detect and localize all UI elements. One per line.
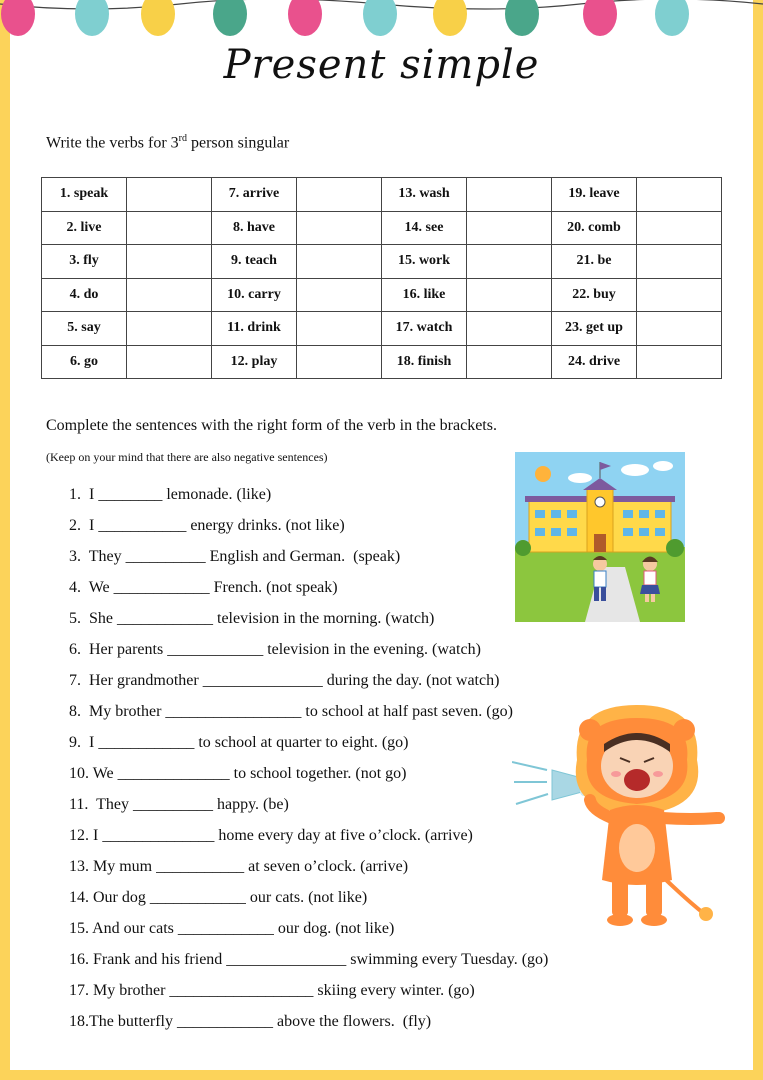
verb-cell: 16. like	[382, 278, 467, 312]
verb-cell: 21. be	[552, 245, 637, 279]
page-title: Present simple	[223, 42, 540, 88]
answer-cell[interactable]	[637, 211, 722, 245]
light-bulb	[141, 0, 175, 36]
verb-cell: 11. drink	[212, 312, 297, 346]
instruction-sentences: Complete the sentences with the right form of the verb in the brackets.	[46, 417, 497, 434]
light-bulb	[505, 0, 539, 36]
verb-cell: 13. wash	[382, 178, 467, 212]
verb-cell: 22. buy	[552, 278, 637, 312]
answer-cell[interactable]	[127, 278, 212, 312]
verb-table-row	[42, 312, 722, 346]
light-bulb	[583, 0, 617, 36]
verb-cell: 4. do	[42, 278, 127, 312]
answer-cell[interactable]	[127, 211, 212, 245]
verb-cell: 5. say	[42, 312, 127, 346]
verb-cell: 8. have	[212, 211, 297, 245]
verb-table-row	[42, 245, 722, 279]
sentence-item: 10. We ______________ to school together. (not go)	[69, 765, 407, 782]
verb-table-row	[42, 178, 722, 212]
verb-table	[41, 177, 722, 379]
verb-cell: 20. comb	[552, 211, 637, 245]
answer-cell[interactable]	[467, 245, 552, 279]
lion-costume-child-illustration	[512, 700, 727, 930]
sentence-item: 1. I ________ lemonade. (like)	[69, 486, 272, 503]
answer-cell[interactable]	[467, 178, 552, 212]
sentence-item: 12. I ______________ home every day at five o’clock. (arrive)	[69, 827, 473, 844]
answer-cell[interactable]	[127, 312, 212, 346]
sentence-item: 14. Our dog ____________ our cats. (not like)	[69, 889, 368, 906]
answer-cell[interactable]	[297, 345, 382, 379]
answer-cell[interactable]	[297, 312, 382, 346]
answer-cell[interactable]	[637, 278, 722, 312]
answer-cell[interactable]	[467, 312, 552, 346]
sentence-item: 3. They __________ English and German. (speak)	[69, 548, 401, 565]
sentence-item: 6. Her parents ____________ television in the evening. (watch)	[69, 641, 481, 658]
answer-cell[interactable]	[467, 345, 552, 379]
verb-cell: 14. see	[382, 211, 467, 245]
light-bulb	[75, 0, 109, 36]
answer-cell[interactable]	[467, 211, 552, 245]
verb-cell: 15. work	[382, 245, 467, 279]
verb-cell: 1. speak	[42, 178, 127, 212]
answer-cell[interactable]	[127, 178, 212, 212]
answer-cell[interactable]	[297, 245, 382, 279]
note-negative-sentences: (Keep on your mind that there are also negative sentences)	[46, 450, 328, 464]
verb-cell: 3. fly	[42, 245, 127, 279]
verb-table-row	[42, 278, 722, 312]
answer-cell[interactable]	[637, 178, 722, 212]
light-bulb	[655, 0, 689, 36]
verb-cell: 9. teach	[212, 245, 297, 279]
verb-cell: 17. watch	[382, 312, 467, 346]
light-bulb	[433, 0, 467, 36]
answer-cell[interactable]	[637, 245, 722, 279]
verb-cell: 6. go	[42, 345, 127, 379]
answer-cell[interactable]	[637, 345, 722, 379]
answer-cell[interactable]	[297, 278, 382, 312]
verb-table-row	[42, 345, 722, 379]
sentence-list	[69, 484, 548, 1042]
sentence-item: 9. I ____________ to school at quarter to eight. (go)	[69, 734, 409, 751]
sentence-item: 18.The butterfly ____________ above the flowers. (fly)	[69, 1013, 432, 1030]
verb-cell: 12. play	[212, 345, 297, 379]
sentence-item: 17. My brother __________________ skiing every winter. (go)	[69, 982, 475, 999]
answer-cell[interactable]	[467, 278, 552, 312]
sentence-item: 11. They __________ happy. (be)	[69, 796, 289, 813]
answer-cell[interactable]	[127, 245, 212, 279]
school-illustration	[515, 452, 685, 622]
verb-cell: 18. finish	[382, 345, 467, 379]
sentence-item: 13. My mum ___________ at seven o’clock. (arrive)	[69, 858, 409, 875]
light-bulb	[1, 0, 35, 36]
sentence-item: 7. Her grandmother _______________ during the day. (not watch)	[69, 672, 500, 689]
answer-cell[interactable]	[297, 211, 382, 245]
verb-cell: 7. arrive	[212, 178, 297, 212]
sentence-item: 8. My brother _________________ to school at half past seven. (go)	[69, 703, 513, 720]
sentence-item: 2. I ___________ energy drinks. (not like)	[69, 517, 345, 534]
verb-cell: 10. carry	[212, 278, 297, 312]
verb-cell: 24. drive	[552, 345, 637, 379]
verb-table-row	[42, 211, 722, 245]
instruction-verbs: Write the verbs for 3rd person singular	[46, 133, 290, 152]
light-bulb	[288, 0, 322, 36]
answer-cell[interactable]	[297, 178, 382, 212]
light-bulb	[213, 0, 247, 36]
answer-cell[interactable]	[637, 312, 722, 346]
sentence-item: 5. She ____________ television in the morning. (watch)	[69, 610, 435, 627]
sentence-item: 15. And our cats ____________ our dog. (not like)	[69, 920, 395, 937]
sentence-item: 16. Frank and his friend _______________ swimming every Tuesday. (go)	[69, 951, 549, 968]
answer-cell[interactable]	[127, 345, 212, 379]
sentence-item: 4. We ____________ French. (not speak)	[69, 579, 338, 596]
verb-cell: 2. live	[42, 211, 127, 245]
string-lights-decoration	[0, 0, 763, 40]
verb-cell: 23. get up	[552, 312, 637, 346]
light-bulb	[363, 0, 397, 36]
verb-cell: 19. leave	[552, 178, 637, 212]
